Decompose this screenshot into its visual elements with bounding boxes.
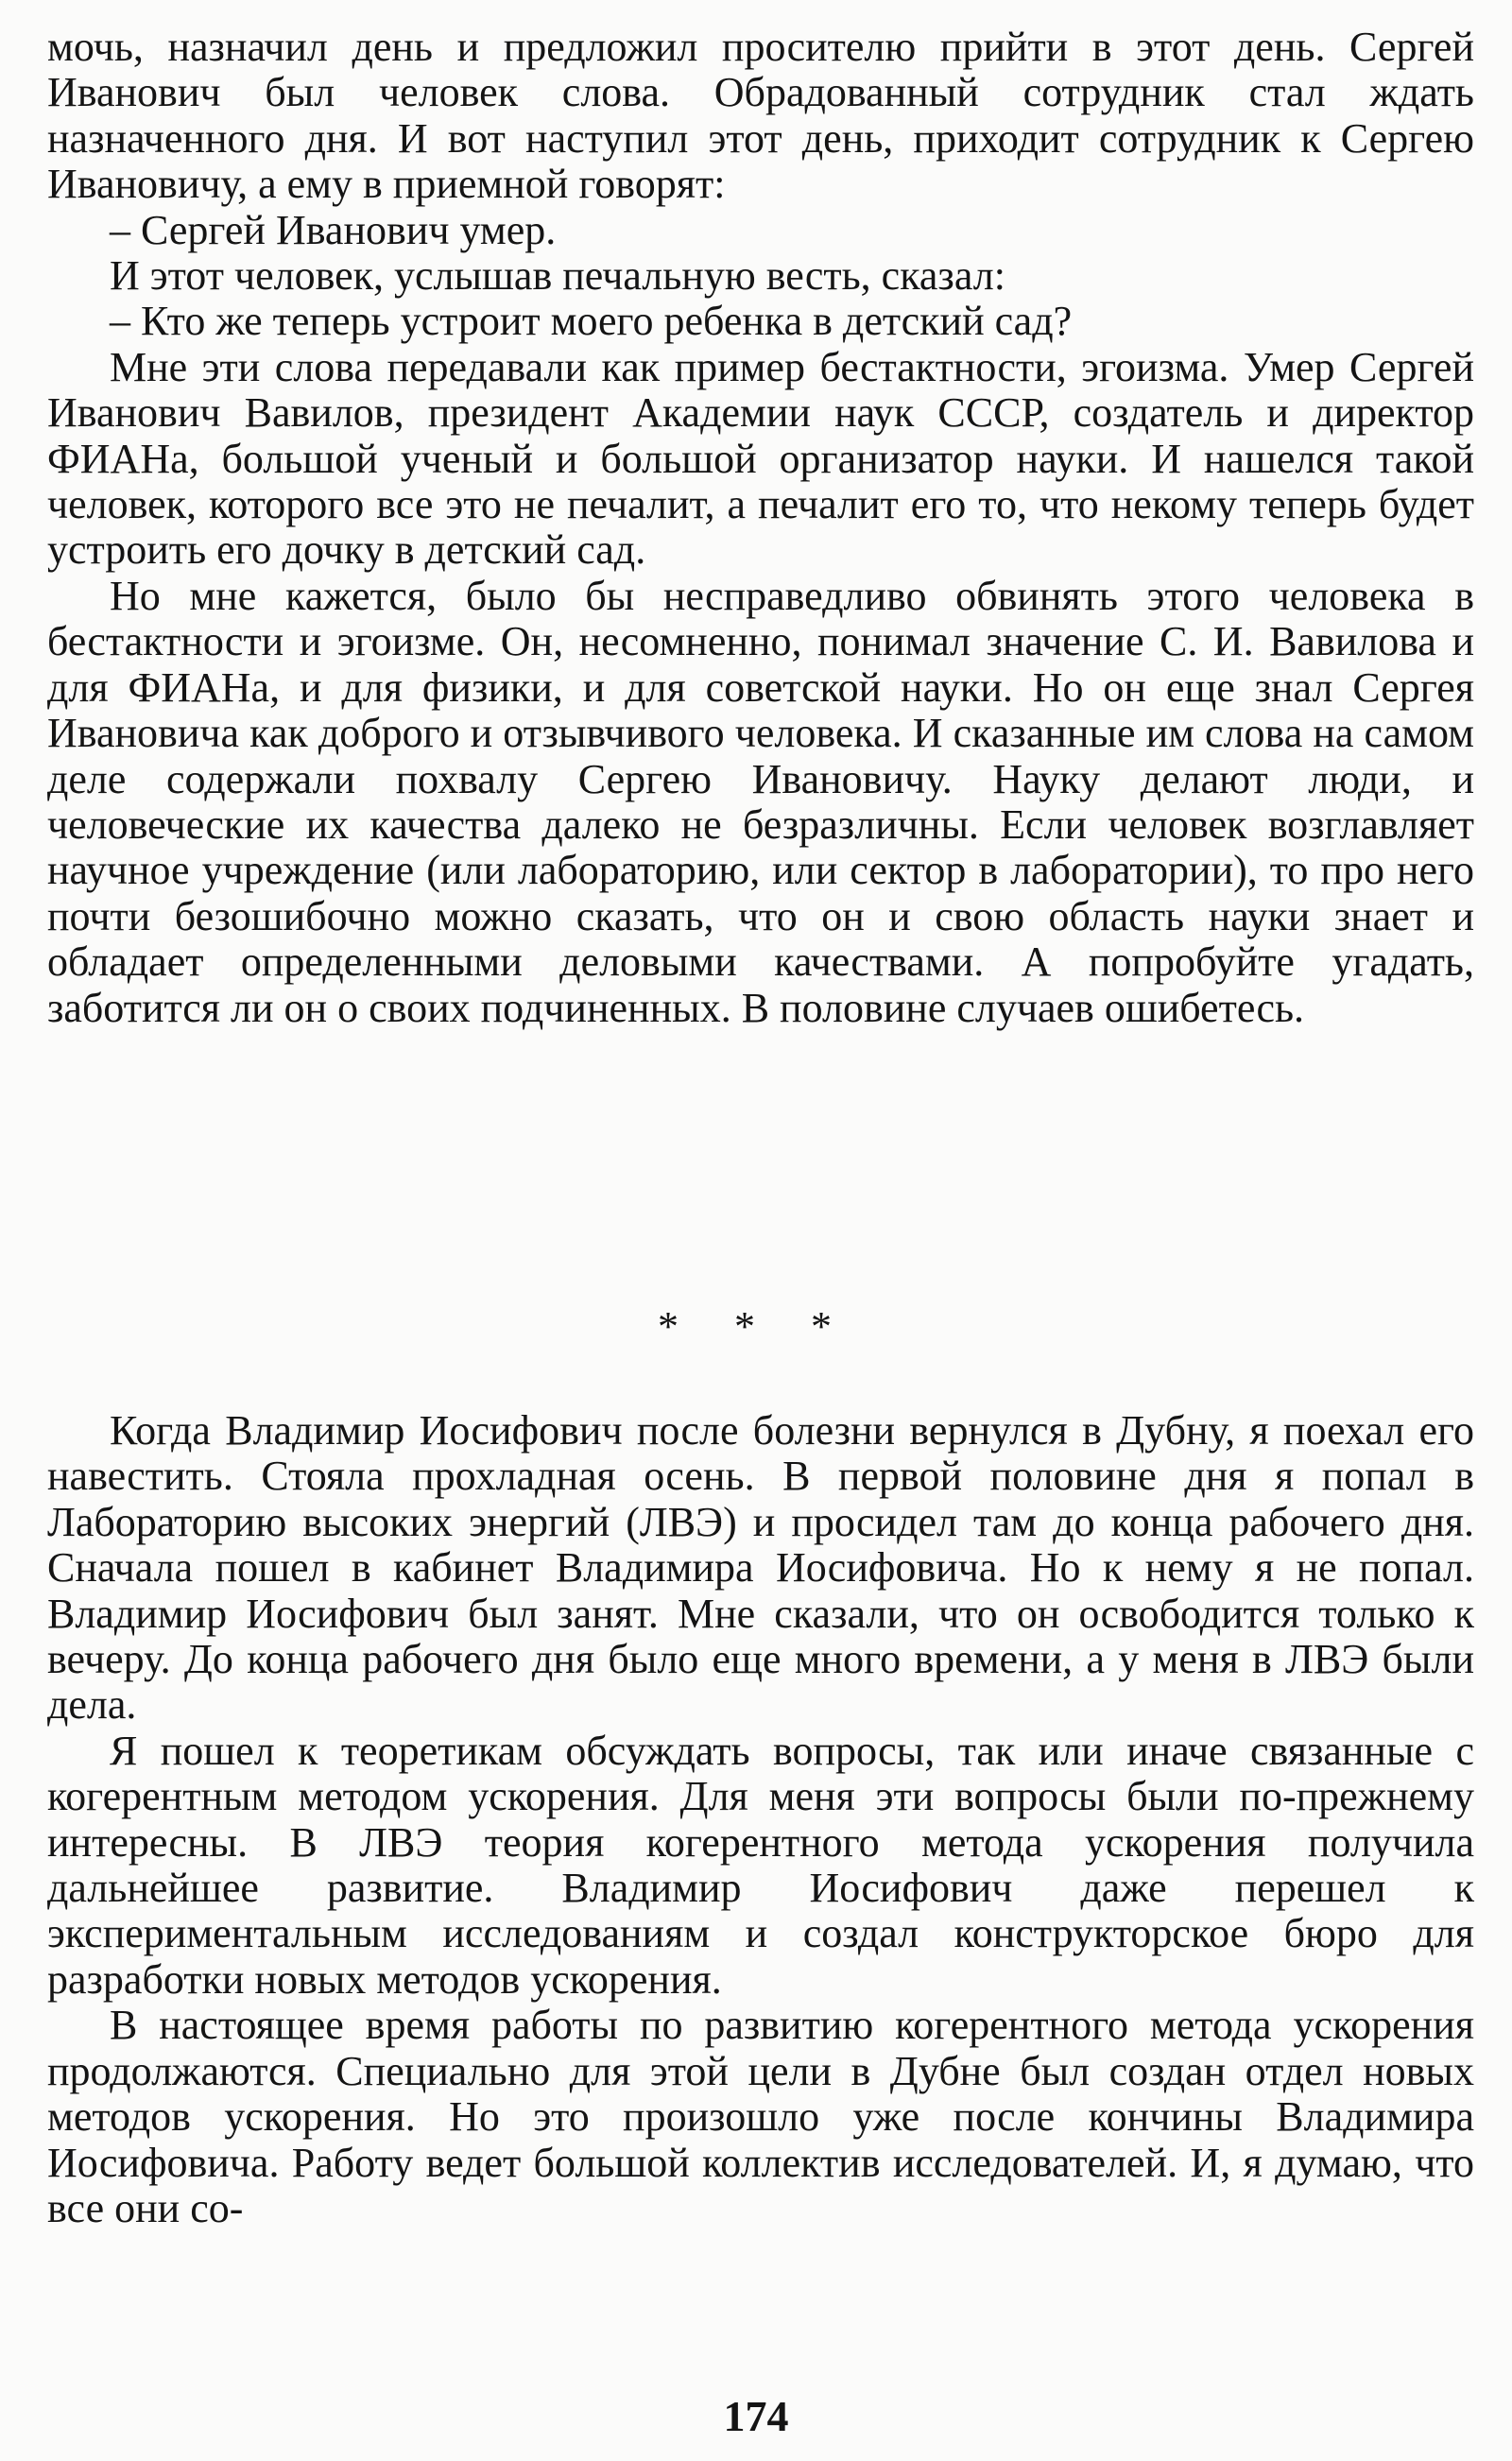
paragraph: И этот человек, услышав печальную весть, сказал: [110, 252, 1005, 300]
section-separator: * * * [658, 1303, 854, 1350]
text-block-top [47, 25, 1474, 1031]
page-number: 174 [723, 2392, 789, 2440]
paragraph: – Кто же теперь устроит моего ребенка в детский сад? [110, 298, 1073, 345]
text-block-bottom [47, 1408, 1474, 2231]
paragraph: – Сергей Иванович умер. [110, 206, 557, 253]
paragraph: Когда Владимир Иосифович после болезни вернулся в Дубну, я поехал его навестить. Стояла прохладная осень. В первой половине дня я попал в Лабораторию высоких энергий (ЛВЭ) и просидел там до конца рабочего дня. Сначала пошел в кабинет Владимира Иосифовича. Но к нему я не попал. Владимир Иосифович был занят. Мне сказали, что он освободится только к вечеру. До конца рабочего дня было еще много времени, а у меня в ЛВЭ были дела. [47, 1407, 1474, 1729]
paragraph: Я пошел к теоретикам обсуждать вопросы, так или иначе связанные с когерентным методом ускорения. Для меня эти вопросы были по-прежнему интересны. В ЛВЭ теория когерентного метода ускорения получила дальнейшее развитие. Владимир Иосифович даже перешел к экспериментальным исследованиям и создал конструкторское бюро для разработки новых методов ускорения. [47, 1727, 1474, 2003]
paragraph: Мне эти слова передавали как пример бестактности, эгоизма. Умер Сергей Иванович Вавилов, президент Академии наук СССР, создатель и директор ФИАНа, большой ученый и большой организатор науки. И нашелся такой человек, которого все это не печалит, а печалит его то, что некому теперь будет устроить его дочку в детский сад. [47, 343, 1474, 574]
paragraph: мочь, назначил день и предложил просителю прийти в этот день. Сергей Иванович был человек слова. Обрадованный сотрудник стал ждать назначенного дня. И вот наступил этот день, приходит сотрудник к Сергею Ивановичу, а ему в приемной говорят: [47, 24, 1474, 208]
paragraph: В настоящее время работы по развитию когерентного метода ускорения продолжаются. Специально для этой цели в Дубне был создан отдел новых методов ускорения. Но это произошло уже после кончины Владимира Иосифовича. Работу ведет большой коллектив исследователей. И, я думаю, что все они со- [47, 2002, 1474, 2231]
paragraph: Но мне кажется, было бы несправедливо обвинять этого человека в бестактности и эгоизме. Он, несомненно, понимал значение С. И. Вавилова и для ФИАНа, и для физики, и для советской науки. Но он еще знал Сергея Ивановича как доброго и отзывчивого человека. И сказанные им слова на самом деле содержали похвалу Сергею Ивановичу. Науку делают люди, и человеческие их качества далеко не безразличны. Если человек возглавляет научное учреждение (или лабораторию, или сектор в лаборатории), то про него почти безошибочно можно сказать, что он и свою область науки знает и обладает определенными деловыми качествами. А попробуйте угадать, заботится ли он о своих подчиненных. В половине случаев ошибетесь. [47, 572, 1474, 1031]
